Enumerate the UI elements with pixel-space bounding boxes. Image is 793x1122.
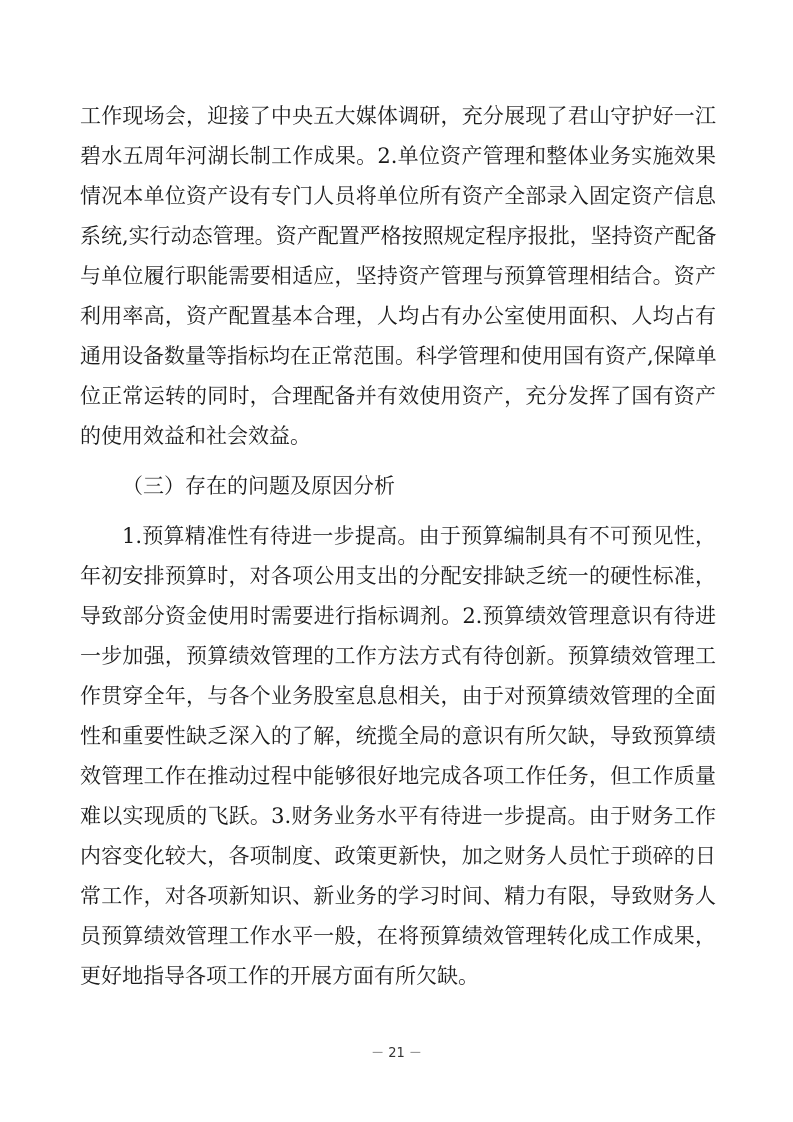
paragraph-line: 的使用效益和社会效益。 — [80, 424, 311, 448]
paragraph-line: 工作现场会，迎接了中央五大媒体调研，充分展现了君山守护好一江 — [80, 104, 716, 128]
paragraph-line: 员预算绩效管理工作水平一般，在将预算绩效管理转化成工作成果， — [80, 924, 716, 948]
section-heading: （三）存在的问题及原因分析 — [122, 474, 395, 498]
paragraph-line: 作贯穿全年，与各个业务股室息息相关，由于对预算绩效管理的全面 — [80, 684, 716, 708]
paragraph-line: 系统,实行动态管理。资产配置严格按照规定程序报批，坚持资产配备 — [80, 224, 717, 248]
paragraph-line: 常工作，对各项新知识、新业务的学习时间、精力有限，导致财务人 — [80, 884, 716, 908]
paragraph-line: 年初安排预算时，对各项公用支出的分配安排缺乏统一的硬性标准， — [80, 564, 716, 588]
paragraph-line: 难以实现质的飞跃。3.财务业务水平有待进一步提高。由于财务工作 — [80, 804, 716, 828]
paragraph-line: 更好地指导各项工作的开展方面有所欠缺。 — [80, 964, 479, 988]
paragraph-line: 效管理工作在推动过程中能够很好地完成各项工作任务，但工作质量 — [80, 764, 716, 788]
paragraph-line: 利用率高，资产配置基本合理，人均占有办公室使用面积、人均占有 — [80, 304, 716, 328]
paragraph-line: 与单位履行职能需要相适应，坚持资产管理与预算管理相结合。资产 — [80, 264, 716, 288]
paragraph-line: 情况本单位资产设有专门人员将单位所有资产全部录入固定资产信息 — [80, 184, 716, 208]
page-number: － 21 － — [371, 1046, 422, 1061]
paragraph-line: 1.预算精准性有待进一步提高。由于预算编制具有不可预见性， — [122, 524, 716, 548]
paragraph-line: 内容变化较大，各项制度、政策更新快，加之财务人员忙于琐碎的日 — [80, 844, 716, 868]
paragraph-line: 导致部分资金使用时需要进行指标调剂。2.预算绩效管理意识有待进 — [80, 604, 716, 628]
paragraph-line: 位正常运转的同时，合理配备并有效使用资产，充分发挥了国有资产 — [80, 384, 716, 408]
paragraph-line: 一步加强，预算绩效管理的工作方法方式有待创新。预算绩效管理工 — [80, 644, 716, 668]
paragraph-line: 性和重要性缺乏深入的了解，统揽全局的意识有所欠缺，导致预算绩 — [80, 724, 716, 748]
paragraph-line: 通用设备数量等指标均在正常范围。科学管理和使用国有资产,保障单 — [80, 344, 717, 368]
paragraph-line: 碧水五周年河湖长制工作成果。2.单位资产管理和整体业务实施效果 — [80, 144, 716, 168]
